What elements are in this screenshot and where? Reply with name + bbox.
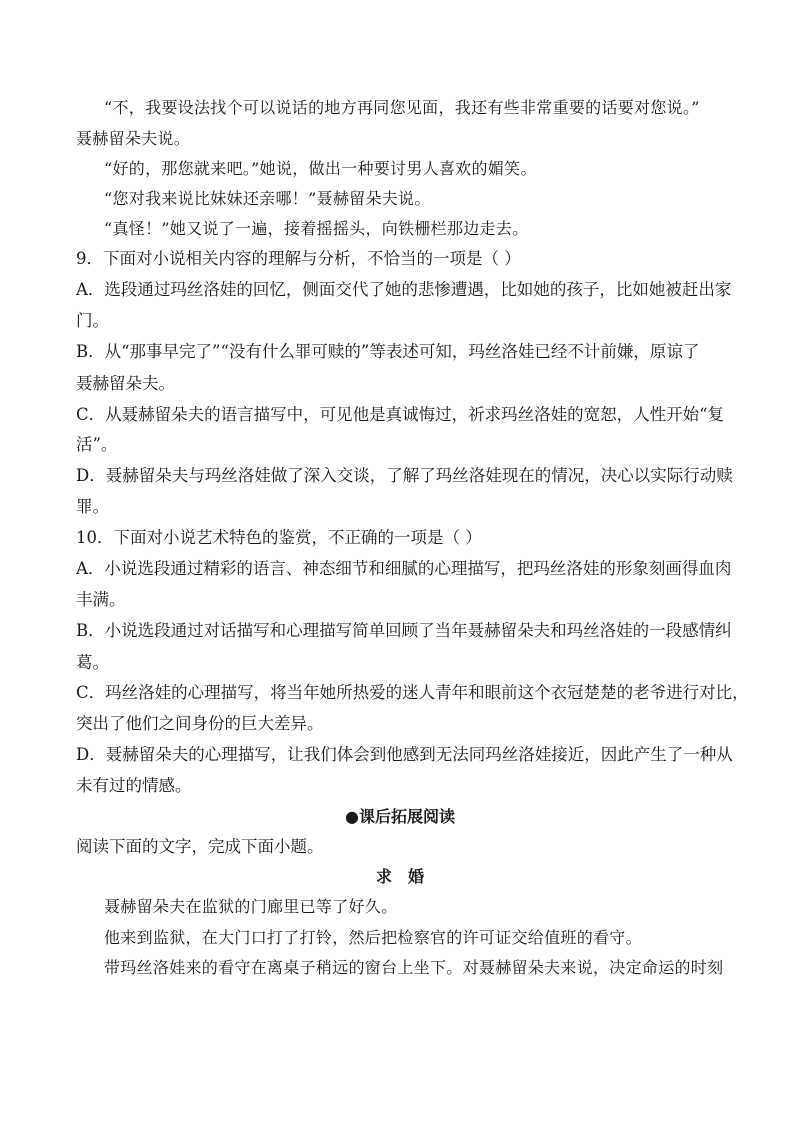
question-10-option-c-cont: 突出了他们之间身份的巨大差异。 [76, 714, 324, 733]
question-9-option-b: B．从“那事早完了”“没有什么罪可赎的”等表述可知，玛丝洛娃已经不计前嫌，原谅了 [76, 342, 700, 361]
passage-title: 求婚 [375, 867, 440, 886]
question-10-option-a-cont: 丰满。 [76, 590, 126, 609]
question-9-option-a: A．选段通过玛丝洛娃的回忆，侧面交代了她的悲惨遭遇，比如她的孩子，比如她被赶出家 [76, 280, 732, 299]
passage-line: “真怪！”她又说了一遍，接着摇摇头，向铁栅栏那边走去。 [104, 219, 529, 238]
question-10-option-d: D．聂赫留朵夫的心理描写，让我们体会到他感到无法同玛丝洛娃接近，因此产生了一种从 [76, 745, 733, 764]
question-9-stem: 9．下面对小说相关内容的理解与分析，不恰当的一项是（ ） [76, 249, 521, 268]
passage-line: 带玛丝洛娃来的看守在离桌子稍远的窗台上坐下。对聂赫留朵夫来说，决定命运的时刻 [104, 958, 724, 977]
question-9-option-c: C．从聂赫留朵夫的语言描写中，可见他是真诚悔过，祈求玛丝洛娃的宽恕，人性开始“复 [76, 405, 725, 424]
question-9-option-d-cont: 罪。 [76, 497, 109, 516]
passage-line: “好的，那您就来吧。”她说，做出一种要讨男人喜欢的媚笑。 [104, 159, 537, 178]
passage-line: 聂赫留朵夫在监狱的门廊里已等了好久。 [104, 897, 398, 916]
question-9-option-a-cont: 门。 [76, 311, 109, 330]
question-10-option-a: A．小说选段通过精彩的语言、神态细节和细腻的心理描写，把玛丝洛娃的形象刻画得血肉 [76, 559, 732, 578]
question-9-option-d: D．聂赫留朵夫与玛丝洛娃做了深入交谈，了解了玛丝洛娃现在的情况，决心以实际行动赎 [76, 466, 733, 485]
question-10-option-d-cont: 未有过的情感。 [76, 776, 192, 795]
passage-line: “您对我来说比妹妹还亲哪！”聂赫留朵夫说。 [104, 189, 431, 208]
question-10-option-b: B．小说选段通过对话描写和心理描写简单回顾了当年聂赫留朵夫和玛丝洛娃的一段感情纠 [76, 621, 732, 640]
question-9-option-c-cont: 活”。 [76, 435, 118, 454]
question-10-option-c: C．玛丝洛娃的心理描写，将当年她所热爱的迷人青年和眼前这个衣冠楚楚的老爷进行对比， [76, 683, 749, 702]
question-9-option-b-cont: 聂赫留朵夫。 [76, 374, 175, 393]
reading-instruction: 阅读下面的文字，完成下面小题。 [76, 837, 324, 856]
section-heading: ●课后拓展阅读 [345, 807, 455, 826]
passage-line: 聂赫留朵夫说。 [76, 129, 191, 148]
question-10-option-b-cont: 葛。 [76, 653, 109, 672]
question-10-stem: 10．下面对小说艺术特色的鉴赏，不正确的一项是（ ） [76, 528, 482, 547]
passage-line: 他来到监狱，在大门口打了打铃，然后把检察官的许可证交给值班的看守。 [104, 928, 642, 947]
passage-line: “不，我要设法找个可以说话的地方再同您见面，我还有些非常重要的话要对您说。” [104, 98, 700, 117]
